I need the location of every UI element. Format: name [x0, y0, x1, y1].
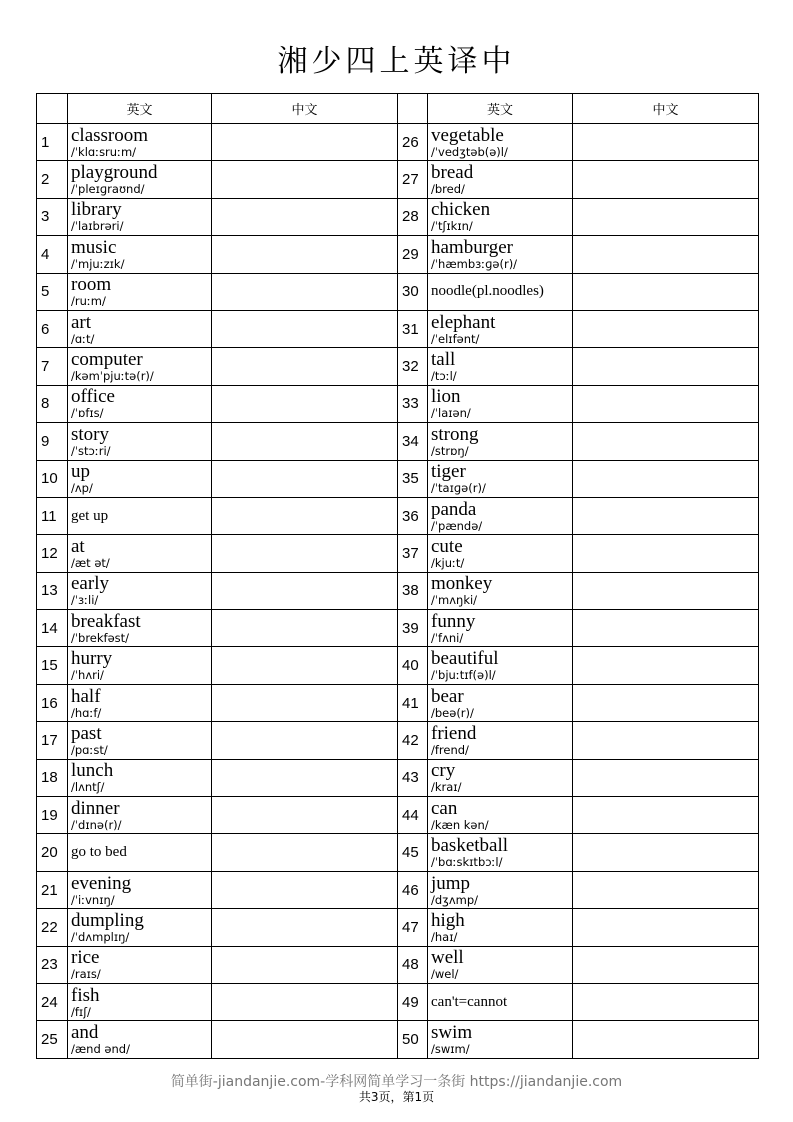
table-row — [37, 759, 759, 796]
entry-chinese-blank-left[interactable] — [212, 535, 398, 572]
english-word: computer — [71, 349, 143, 371]
english-word: and — [71, 1022, 99, 1044]
entry-number-left: 21 — [37, 871, 68, 908]
entry-number-right: 42 — [398, 722, 428, 759]
entry-english-left — [68, 946, 212, 983]
entry-number-right: 47 — [398, 909, 428, 946]
entry-number-left: 25 — [37, 1021, 68, 1058]
english-word: cry — [431, 760, 456, 782]
header-english-right: 英文 — [428, 94, 573, 124]
phonetic-transcription: /ˈdɪnə(r)/ — [71, 817, 122, 832]
entry-chinese-blank-right[interactable] — [573, 572, 759, 609]
entry-chinese-blank-left[interactable] — [212, 610, 398, 647]
english-word: dumpling — [71, 909, 144, 931]
english-word: strong — [431, 423, 479, 445]
english-word: cute — [431, 535, 463, 557]
entry-number-left: 6 — [37, 310, 68, 347]
entry-number-right: 40 — [398, 647, 428, 684]
english-word: evening — [71, 872, 132, 894]
entry-number-right: 28 — [398, 198, 428, 235]
entry-chinese-blank-right[interactable] — [573, 1021, 759, 1058]
entry-number-right: 34 — [398, 423, 428, 460]
entry-chinese-blank-right[interactable] — [573, 385, 759, 422]
entry-number-right: 35 — [398, 460, 428, 497]
entry-english-right — [428, 647, 573, 684]
english-word: early — [71, 573, 109, 595]
phonetic-transcription: /ˈmjuːzɪk/ — [71, 256, 125, 271]
table-row — [37, 946, 759, 983]
table-row — [37, 310, 759, 347]
phonetic-transcription: /ˈhʌri/ — [71, 668, 104, 683]
entry-number-left: 7 — [37, 348, 68, 385]
english-word: hurry — [71, 648, 113, 670]
phonetic-transcription: /ʌp/ — [71, 481, 93, 496]
entry-chinese-blank-left[interactable] — [212, 236, 398, 273]
phonetic-transcription: /kəmˈpjuːtə(r)/ — [71, 369, 154, 384]
entry-chinese-blank-left[interactable] — [212, 423, 398, 460]
english-word: music — [71, 236, 117, 258]
entry-english-right — [428, 460, 573, 497]
phonetic-transcription: /kæn kən/ — [431, 817, 489, 832]
entry-number-right: 38 — [398, 572, 428, 609]
english-word: bear — [431, 685, 464, 707]
english-word: at — [71, 535, 85, 557]
phonetic-transcription: /ˈlaɪbrəri/ — [71, 219, 124, 234]
entry-chinese-blank-left[interactable] — [212, 797, 398, 834]
entry-english-left — [68, 273, 212, 310]
entry-number-right: 33 — [398, 385, 428, 422]
entry-chinese-blank-right[interactable] — [573, 348, 759, 385]
entry-chinese-blank-right[interactable] — [573, 946, 759, 983]
phonetic-transcription: /dʒʌmp/ — [431, 892, 478, 907]
phonetic-transcription: /æt ət/ — [71, 555, 110, 570]
table-row — [37, 198, 759, 235]
phonetic-transcription: /fɪʃ/ — [71, 1004, 91, 1019]
english-word: can — [431, 797, 458, 819]
english-word: lion — [431, 386, 461, 408]
entry-chinese-blank-left[interactable] — [212, 348, 398, 385]
entry-number-right: 29 — [398, 236, 428, 273]
entry-chinese-blank-right[interactable] — [573, 610, 759, 647]
entry-english-left — [68, 310, 212, 347]
table-row — [37, 871, 759, 908]
phonetic-transcription: /ˈbrekfəst/ — [71, 630, 130, 645]
entry-chinese-blank-right[interactable] — [573, 909, 759, 946]
entry-number-left: 23 — [37, 946, 68, 983]
entry-chinese-blank-right[interactable] — [573, 198, 759, 235]
entry-number-left: 24 — [37, 983, 68, 1020]
entry-english-left — [68, 909, 212, 946]
english-word: beautiful — [431, 648, 499, 670]
vocab-rows — [37, 124, 759, 1059]
english-word: fish — [71, 984, 100, 1006]
entry-english-right — [428, 423, 573, 460]
table-row — [37, 273, 759, 310]
english-word: office — [71, 386, 115, 408]
entry-number-right: 37 — [398, 535, 428, 572]
entry-chinese-blank-left[interactable] — [212, 460, 398, 497]
entry-chinese-blank-left[interactable] — [212, 983, 398, 1020]
table-row — [37, 385, 759, 422]
page-number: 共3页，第1页 — [358, 1090, 435, 1104]
phonetic-transcription: /ˈfʌni/ — [431, 630, 464, 645]
table-row — [37, 1021, 759, 1058]
english-word: funny — [431, 610, 476, 632]
entry-number-left: 9 — [37, 423, 68, 460]
table-row — [37, 834, 759, 871]
entry-english-right — [428, 198, 573, 235]
phonetic-transcription: /ˈiːvnɪŋ/ — [71, 892, 115, 907]
entry-english-left — [68, 797, 212, 834]
entry-number-right: 41 — [398, 684, 428, 721]
phonetic-transcription: /ˈelɪfənt/ — [431, 331, 480, 346]
entry-chinese-blank-right[interactable] — [573, 684, 759, 721]
header-number-right — [398, 94, 428, 124]
phonetic-transcription: /ˈɜːli/ — [71, 593, 99, 608]
entry-number-left: 22 — [37, 909, 68, 946]
table-row — [37, 423, 759, 460]
entry-english-left — [68, 834, 212, 871]
phonetic-transcription: /ˈbjuːtɪf(ə)l/ — [431, 668, 496, 683]
entry-english-left — [68, 684, 212, 721]
entry-english-right — [428, 310, 573, 347]
entry-number-right: 45 — [398, 834, 428, 871]
phonetic-transcription: /ˈpændə/ — [431, 518, 483, 533]
entry-english-right — [428, 610, 573, 647]
entry-chinese-blank-left[interactable] — [212, 1021, 398, 1058]
english-word: jump — [431, 872, 471, 894]
entry-number-left: 13 — [37, 572, 68, 609]
table-row — [37, 535, 759, 572]
entry-english-left — [68, 348, 212, 385]
table-row — [37, 610, 759, 647]
phonetic-transcription: /kraɪ/ — [431, 780, 462, 795]
entry-english-right — [428, 273, 573, 310]
entry-number-left: 18 — [37, 759, 68, 796]
entry-english-left — [68, 610, 212, 647]
entry-chinese-blank-left[interactable] — [212, 834, 398, 871]
entry-number-left: 14 — [37, 610, 68, 647]
entry-chinese-blank-right[interactable] — [573, 161, 759, 198]
entry-chinese-blank-left[interactable] — [212, 124, 398, 161]
entry-chinese-blank-right[interactable] — [573, 535, 759, 572]
entry-chinese-blank-right[interactable] — [573, 871, 759, 908]
phonetic-transcription: /ˈtaɪɡə(r)/ — [431, 481, 486, 496]
entry-english-right — [428, 348, 573, 385]
entry-chinese-blank-right[interactable] — [573, 236, 759, 273]
english-word: friend — [431, 722, 477, 744]
entry-number-right: 39 — [398, 610, 428, 647]
entry-number-left: 17 — [37, 722, 68, 759]
phonetic-transcription: /beə(r)/ — [431, 705, 474, 720]
english-word: bread — [431, 162, 474, 184]
entry-english-right — [428, 946, 573, 983]
entry-number-left: 12 — [37, 535, 68, 572]
phonetic-transcription: /ˈvedʒtəb(ə)l/ — [431, 144, 508, 159]
table-row — [37, 909, 759, 946]
english-word: dinner — [71, 797, 120, 819]
entry-number-right: 36 — [398, 497, 428, 534]
header-number-left — [37, 94, 68, 124]
phonetic-transcription: /raɪs/ — [71, 967, 101, 982]
phonetic-transcription: /pɑːst/ — [71, 742, 108, 757]
entry-english-left — [68, 236, 212, 273]
english-word: room — [71, 274, 112, 296]
entry-chinese-blank-left[interactable] — [212, 385, 398, 422]
entry-number-right: 26 — [398, 124, 428, 161]
table-row — [37, 161, 759, 198]
english-word: art — [71, 311, 92, 333]
phonetic-transcription: /ɑːt/ — [71, 331, 95, 346]
phonetic-transcription: /haɪ/ — [431, 929, 458, 944]
entry-chinese-blank-right[interactable] — [573, 983, 759, 1020]
entry-english-right — [428, 797, 573, 834]
entry-english-right — [428, 834, 573, 871]
phonetic-transcription: /hɑːf/ — [71, 705, 102, 720]
entry-english-left — [68, 572, 212, 609]
entry-chinese-blank-left[interactable] — [212, 759, 398, 796]
entry-english-right — [428, 124, 573, 161]
entry-number-left: 10 — [37, 460, 68, 497]
entry-english-right — [428, 161, 573, 198]
english-word: playground — [71, 162, 158, 184]
entry-chinese-blank-right[interactable] — [573, 273, 759, 310]
entry-number-right: 46 — [398, 871, 428, 908]
entry-english-left — [68, 759, 212, 796]
english-word: get up — [71, 507, 109, 524]
table-row — [37, 124, 759, 161]
entry-number-left: 8 — [37, 385, 68, 422]
table-row — [37, 983, 759, 1020]
entry-english-right — [428, 535, 573, 572]
entry-number-left: 4 — [37, 236, 68, 273]
phonetic-transcription: /wel/ — [431, 967, 459, 982]
entry-english-left — [68, 722, 212, 759]
entry-english-left — [68, 647, 212, 684]
entry-english-right — [428, 497, 573, 534]
entry-number-right: 31 — [398, 310, 428, 347]
phonetic-transcription: /bred/ — [431, 182, 465, 197]
english-word: swim — [431, 1022, 473, 1044]
table-header-row — [37, 94, 759, 124]
english-word: vegetable — [431, 124, 504, 146]
phonetic-transcription: /ˈpleɪɡraʊnd/ — [71, 182, 145, 197]
english-word: chicken — [431, 199, 491, 221]
phonetic-transcription: /frend/ — [431, 742, 469, 757]
english-word: hamburger — [431, 236, 513, 258]
entry-number-left: 20 — [37, 834, 68, 871]
entry-chinese-blank-right[interactable] — [573, 497, 759, 534]
header-chinese-right: 中文 — [573, 94, 759, 124]
phonetic-transcription: /ˈbɑːskɪtbɔːl/ — [431, 855, 503, 870]
entry-number-left: 1 — [37, 124, 68, 161]
phonetic-transcription: /ˈhæmbɜːɡə(r)/ — [431, 256, 518, 271]
phonetic-transcription: /ˈmʌŋki/ — [431, 593, 478, 608]
phonetic-transcription: /ruːm/ — [71, 294, 106, 309]
english-word: well — [431, 947, 464, 969]
english-word: elephant — [431, 311, 496, 333]
english-word: breakfast — [71, 610, 141, 632]
entry-chinese-blank-left[interactable] — [212, 722, 398, 759]
entry-chinese-blank-right[interactable] — [573, 759, 759, 796]
entry-number-left: 2 — [37, 161, 68, 198]
phonetic-transcription: /kjuːt/ — [431, 555, 465, 570]
english-word: past — [71, 722, 102, 744]
english-word: high — [431, 909, 465, 931]
entry-number-right: 27 — [398, 161, 428, 198]
entry-chinese-blank-left[interactable] — [212, 647, 398, 684]
entry-english-left — [68, 535, 212, 572]
entry-chinese-blank-right[interactable] — [573, 647, 759, 684]
footer-source: 简单街-jiandanjie.com-学科网简单学习一条街 https://jiandanjie.com — [170, 1074, 623, 1090]
table-row — [37, 684, 759, 721]
entry-chinese-blank-right[interactable] — [573, 310, 759, 347]
english-word: tall — [431, 349, 456, 371]
entry-english-left — [68, 124, 212, 161]
entry-chinese-blank-right[interactable] — [573, 460, 759, 497]
english-word: lunch — [71, 760, 114, 782]
table-row — [37, 647, 759, 684]
entry-chinese-blank-left[interactable] — [212, 198, 398, 235]
phonetic-transcription: /swɪm/ — [431, 1042, 470, 1057]
phonetic-transcription: /strɒŋ/ — [431, 443, 469, 458]
table-row — [37, 460, 759, 497]
english-word: rice — [71, 947, 100, 969]
entry-english-left — [68, 198, 212, 235]
table-row — [37, 797, 759, 834]
english-word: up — [71, 461, 90, 483]
entry-chinese-blank-left[interactable] — [212, 273, 398, 310]
entry-chinese-blank-right[interactable] — [573, 124, 759, 161]
entry-chinese-blank-left[interactable] — [212, 572, 398, 609]
entry-number-right: 50 — [398, 1021, 428, 1058]
entry-chinese-blank-left[interactable] — [212, 946, 398, 983]
table-row — [37, 722, 759, 759]
table-row — [37, 497, 759, 534]
entry-english-left — [68, 983, 212, 1020]
phonetic-transcription: /lʌntʃ/ — [71, 780, 105, 795]
entry-chinese-blank-left[interactable] — [212, 161, 398, 198]
english-word: half — [71, 685, 101, 707]
phonetic-transcription: /ˈklɑːsruːm/ — [71, 144, 137, 159]
entry-chinese-blank-right[interactable] — [573, 834, 759, 871]
phonetic-transcription: /ˈstɔːri/ — [71, 443, 111, 458]
entry-english-right — [428, 572, 573, 609]
english-word: story — [71, 423, 109, 445]
table-row — [37, 572, 759, 609]
english-word: panda — [431, 498, 477, 520]
entry-chinese-blank-left[interactable] — [212, 684, 398, 721]
phonetic-transcription: /ˈtʃɪkɪn/ — [431, 219, 473, 234]
phonetic-transcription: /ˈdʌmplɪŋ/ — [71, 929, 130, 944]
phonetic-transcription: /ˈlaɪən/ — [431, 406, 471, 421]
entry-number-left: 19 — [37, 797, 68, 834]
english-word: tiger — [431, 461, 466, 483]
english-word: classroom — [71, 124, 149, 146]
entry-number-right: 48 — [398, 946, 428, 983]
entry-english-right — [428, 236, 573, 273]
entry-number-left: 3 — [37, 198, 68, 235]
entry-number-right: 32 — [398, 348, 428, 385]
entry-chinese-blank-left[interactable] — [212, 909, 398, 946]
entry-number-right: 44 — [398, 797, 428, 834]
entry-number-left: 15 — [37, 647, 68, 684]
entry-english-right — [428, 909, 573, 946]
phonetic-transcription: /ˈɒfɪs/ — [71, 406, 104, 421]
page-title: 湘少四上英译中 — [277, 44, 516, 79]
english-word: can't=cannot — [431, 993, 508, 1010]
entry-english-left — [68, 1021, 212, 1058]
entry-english-right — [428, 871, 573, 908]
entry-english-right — [428, 722, 573, 759]
english-word: library — [71, 199, 122, 221]
entry-number-left: 11 — [37, 497, 68, 534]
header-chinese-left: 中文 — [212, 94, 398, 124]
vocab-table — [36, 93, 759, 1059]
entry-number-left: 16 — [37, 684, 68, 721]
entry-chinese-blank-left[interactable] — [212, 310, 398, 347]
entry-english-right — [428, 684, 573, 721]
entry-chinese-blank-right[interactable] — [573, 722, 759, 759]
entry-english-left — [68, 423, 212, 460]
table-row — [37, 236, 759, 273]
phonetic-transcription: /tɔːl/ — [431, 369, 457, 384]
entry-chinese-blank-right[interactable] — [573, 423, 759, 460]
entry-english-left — [68, 460, 212, 497]
entry-english-right — [428, 983, 573, 1020]
entry-chinese-blank-right[interactable] — [573, 797, 759, 834]
entry-english-right — [428, 385, 573, 422]
entry-number-right: 49 — [398, 983, 428, 1020]
entry-number-right: 43 — [398, 759, 428, 796]
entry-number-right: 30 — [398, 273, 428, 310]
entry-english-left — [68, 385, 212, 422]
entry-english-right — [428, 1021, 573, 1058]
entry-chinese-blank-left[interactable] — [212, 871, 398, 908]
header-english-left: 英文 — [68, 94, 212, 124]
entry-english-left — [68, 161, 212, 198]
entry-chinese-blank-left[interactable] — [212, 497, 398, 534]
entry-number-left: 5 — [37, 273, 68, 310]
entry-english-right — [428, 759, 573, 796]
english-word: monkey — [431, 573, 493, 595]
english-word: basketball — [431, 835, 509, 857]
table-row — [37, 348, 759, 385]
english-word: noodle(pl.noodles) — [431, 283, 544, 300]
english-word: go to bed — [71, 844, 127, 861]
phonetic-transcription: /ænd ənd/ — [71, 1042, 130, 1057]
entry-english-left — [68, 871, 212, 908]
entry-english-left — [68, 497, 212, 534]
